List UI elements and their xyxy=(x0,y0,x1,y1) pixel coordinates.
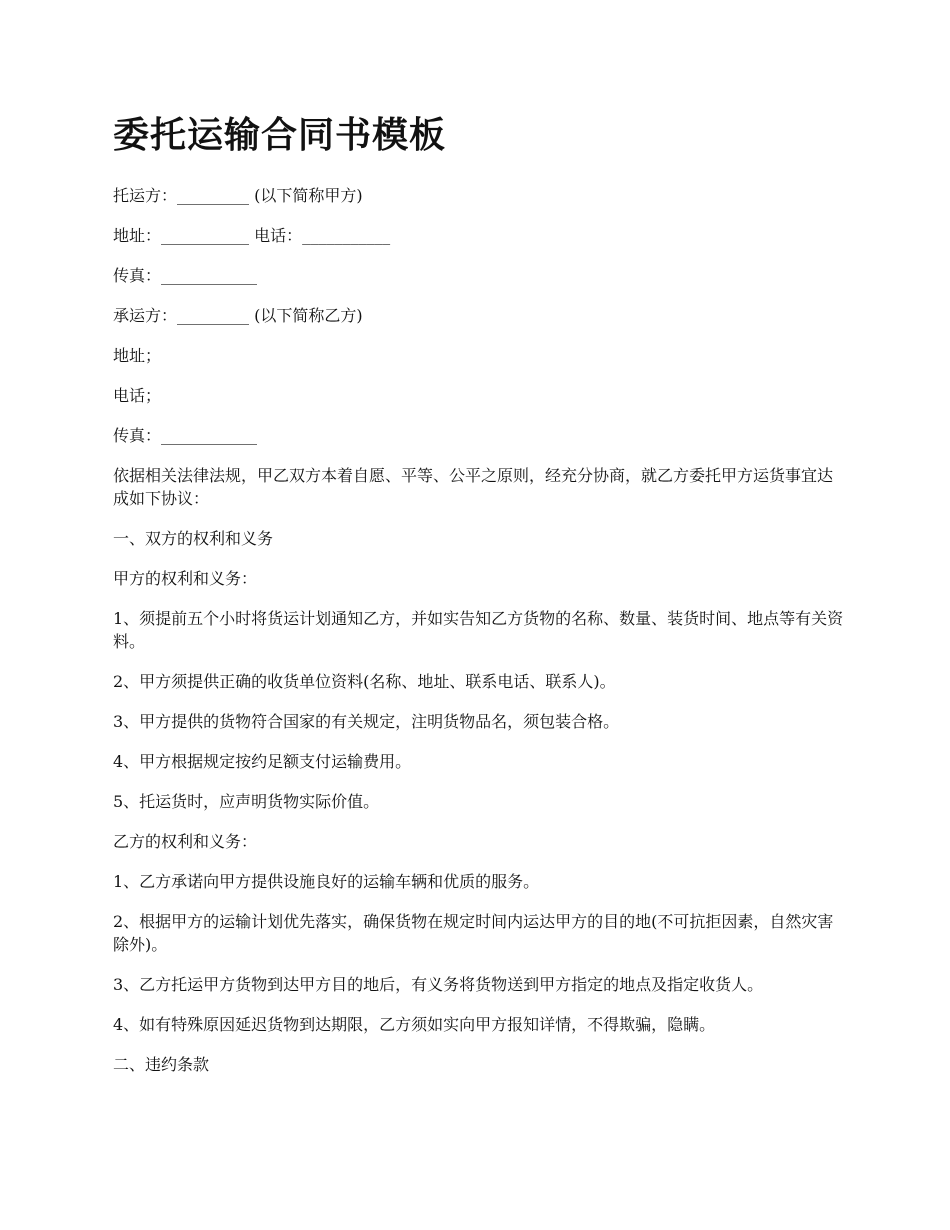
carrier-phone-line: 电话； xyxy=(113,386,162,405)
party-a-heading: 甲方的权利和义务： xyxy=(113,569,258,588)
carrier-line: 承运方：_________ (以下简称乙方) xyxy=(113,306,363,325)
preamble-paragraph: 依据相关法律法规，甲乙双方本着自愿、平等、公平之原则，经充分协商，就乙方委托甲方运货事宜达成如下协议： xyxy=(113,466,834,508)
party-a-clause: 5、托运货时，应声明货物实际价值。 xyxy=(113,792,380,811)
shipper-line: 托运方：_________ (以下简称甲方) xyxy=(113,186,363,205)
section-heading: 二、违约条款 xyxy=(113,1055,210,1074)
party-a-clause: 3、甲方提供的货物符合国家的有关规定，注明货物品名，须包装合格。 xyxy=(113,712,620,731)
carrier-address-line: 地址； xyxy=(113,346,162,365)
party-b-clause: 4、如有特殊原因延迟货物到达期限，乙方须如实向甲方报知详情，不得欺骗，隐瞒。 xyxy=(113,1015,716,1034)
party-a-clause: 1、须提前五个小时将货运计划通知乙方，并如实告知乙方货物的名称、数量、装货时间、地点等有关资料。 xyxy=(113,609,844,651)
document-title: 委托运输合同书模板 xyxy=(113,115,447,156)
party-b-clause: 3、乙方托运甲方货物到达甲方目的地后，有义务将货物送到甲方指定的地点及指定收货人。 xyxy=(113,975,764,994)
party-a-clause: 2、甲方须提供正确的收货单位资料(名称、地址、联系电话、联系人)。 xyxy=(113,672,616,691)
party-b-clause: 1、乙方承诺向甲方提供设施良好的运输车辆和优质的服务。 xyxy=(113,872,540,891)
carrier-fax-line: 传真：____________ xyxy=(113,426,258,445)
document-page xyxy=(113,108,845,1093)
party-a-clause: 4、甲方根据规定按约足额支付运输费用。 xyxy=(113,752,412,771)
party-b-clause: 2、根据甲方的运输计划优先落实，确保货物在规定时间内运达甲方的目的地(不可抗拒因素，自然灾害除外)。 xyxy=(113,912,834,954)
shipper-address-phone-line: 地址：___________ 电话：___________ xyxy=(113,226,391,245)
section-heading: 一、双方的权利和义务 xyxy=(113,529,274,548)
party-b-heading: 乙方的权利和义务： xyxy=(113,832,258,851)
shipper-fax-line: 传真：____________ xyxy=(113,266,258,285)
